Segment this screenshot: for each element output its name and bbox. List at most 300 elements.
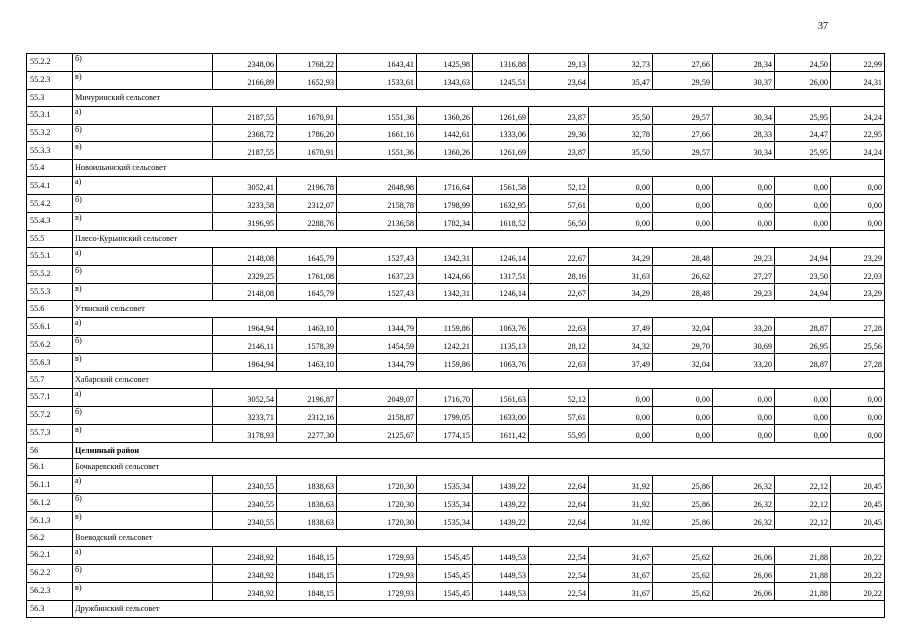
- value-cell: 1848,15: [277, 564, 337, 582]
- value-cell: 2196,78: [277, 177, 337, 195]
- value-cell: 3052,41: [213, 177, 277, 195]
- value-cell: 28,87: [775, 318, 831, 336]
- table-body: [27, 54, 885, 618]
- value-cell: 25,95: [775, 142, 831, 160]
- value-cell: 2288,76: [277, 213, 337, 231]
- value-cell: 27,28: [831, 318, 885, 336]
- value-cell: 1242,21: [417, 336, 473, 354]
- value-cell: 31,67: [589, 564, 653, 582]
- table-row: [27, 54, 885, 72]
- value-cell: 23,64: [529, 71, 589, 89]
- value-cell: 26,06: [713, 564, 775, 582]
- value-cell: 0,00: [653, 213, 713, 231]
- value-cell: 2148,08: [213, 283, 277, 301]
- value-cell: 29,57: [653, 142, 713, 160]
- value-cell: 20,22: [831, 582, 885, 600]
- row-code: 56.2.1: [27, 546, 73, 564]
- value-cell: 26,00: [775, 71, 831, 89]
- value-cell: 24,94: [775, 247, 831, 265]
- row-code: 56.3: [27, 600, 73, 617]
- group-row: [27, 89, 885, 106]
- value-cell: 31,67: [589, 582, 653, 600]
- value-cell: 0,00: [589, 213, 653, 231]
- value-cell: 22,95: [831, 124, 885, 142]
- value-cell: 1652,93: [277, 71, 337, 89]
- group-row: [27, 600, 885, 617]
- value-cell: 3233,58: [213, 195, 277, 213]
- value-cell: 1454,59: [337, 336, 417, 354]
- value-cell: 20,45: [831, 476, 885, 494]
- value-cell: 0,00: [589, 406, 653, 424]
- value-cell: 1261,69: [473, 142, 529, 160]
- table-row: [27, 388, 885, 406]
- value-cell: 0,00: [589, 388, 653, 406]
- table-row: [27, 283, 885, 301]
- value-cell: 1439,22: [473, 512, 529, 530]
- group-title: Утянский сельсовет: [73, 301, 885, 318]
- value-cell: 1964,94: [213, 354, 277, 372]
- value-cell: 37,49: [589, 354, 653, 372]
- value-cell: 1535,34: [417, 512, 473, 530]
- value-cell: 22,63: [529, 318, 589, 336]
- value-cell: 1342,31: [417, 283, 473, 301]
- value-cell: 3233,71: [213, 406, 277, 424]
- value-cell: 29,70: [653, 336, 713, 354]
- row-variant: в): [73, 142, 213, 160]
- value-cell: 2277,30: [277, 424, 337, 442]
- value-cell: 2340,55: [213, 512, 277, 530]
- row-variant: в): [73, 213, 213, 231]
- value-cell: 0,00: [775, 213, 831, 231]
- value-cell: 2348,92: [213, 582, 277, 600]
- value-cell: 0,00: [589, 177, 653, 195]
- value-cell: 1848,15: [277, 546, 337, 564]
- row-code: 55.3.2: [27, 124, 73, 142]
- value-cell: 31,63: [589, 265, 653, 283]
- page-number: 37: [818, 21, 828, 32]
- value-cell: 3178,93: [213, 424, 277, 442]
- value-cell: 24,31: [831, 71, 885, 89]
- value-cell: 0,00: [831, 213, 885, 231]
- value-cell: 2148,08: [213, 247, 277, 265]
- value-cell: 22,67: [529, 283, 589, 301]
- value-cell: 0,00: [775, 177, 831, 195]
- value-cell: 29,13: [529, 54, 589, 72]
- value-cell: 22,03: [831, 265, 885, 283]
- value-cell: 1246,14: [473, 283, 529, 301]
- row-variant: а): [73, 177, 213, 195]
- value-cell: 0,00: [653, 177, 713, 195]
- value-cell: 24,50: [775, 54, 831, 72]
- value-cell: 57,61: [529, 195, 589, 213]
- row-variant: в): [73, 354, 213, 372]
- value-cell: 3196,95: [213, 213, 277, 231]
- value-cell: 1449,53: [473, 564, 529, 582]
- value-cell: 1670,91: [277, 106, 337, 124]
- row-code: 55.7.1: [27, 388, 73, 406]
- group-title: Плесо-Курьинский сельсовет: [73, 230, 885, 247]
- value-cell: 23,29: [831, 247, 885, 265]
- value-cell: 25,86: [653, 512, 713, 530]
- value-cell: 1344,79: [337, 354, 417, 372]
- row-code: 55.4.1: [27, 177, 73, 195]
- table-row: [27, 265, 885, 283]
- value-cell: 1716,70: [417, 388, 473, 406]
- value-cell: 2049,07: [337, 388, 417, 406]
- value-cell: 34,29: [589, 283, 653, 301]
- value-cell: 0,00: [653, 388, 713, 406]
- value-cell: 22,64: [529, 476, 589, 494]
- value-cell: 26,32: [713, 476, 775, 494]
- value-cell: 25,86: [653, 494, 713, 512]
- table-row: [27, 142, 885, 160]
- value-cell: 56,50: [529, 213, 589, 231]
- value-cell: 0,00: [589, 195, 653, 213]
- value-cell: 1729,93: [337, 546, 417, 564]
- value-cell: 20,45: [831, 494, 885, 512]
- value-cell: 34,32: [589, 336, 653, 354]
- value-cell: 0,00: [713, 406, 775, 424]
- value-cell: 1439,22: [473, 494, 529, 512]
- value-cell: 21,88: [775, 564, 831, 582]
- value-cell: 1527,43: [337, 283, 417, 301]
- value-cell: 1545,45: [417, 546, 473, 564]
- value-cell: 37,49: [589, 318, 653, 336]
- value-cell: 1670,91: [277, 142, 337, 160]
- value-cell: 22,12: [775, 494, 831, 512]
- value-cell: 1632,95: [473, 195, 529, 213]
- group-title: Бочкаревский сельсовет: [73, 459, 885, 476]
- value-cell: 32,04: [653, 354, 713, 372]
- value-cell: 1561,63: [473, 388, 529, 406]
- value-cell: 20,22: [831, 546, 885, 564]
- value-cell: 20,45: [831, 512, 885, 530]
- value-cell: 31,92: [589, 476, 653, 494]
- table-row: [27, 406, 885, 424]
- row-code: 56.2: [27, 530, 73, 547]
- value-cell: 29,57: [653, 106, 713, 124]
- row-variant: в): [73, 283, 213, 301]
- table-row: [27, 476, 885, 494]
- table-row: [27, 494, 885, 512]
- group-title: Хабарский сельсовет: [73, 372, 885, 389]
- value-cell: 0,00: [831, 388, 885, 406]
- value-cell: 1964,94: [213, 318, 277, 336]
- value-cell: 22,99: [831, 54, 885, 72]
- table-row: [27, 354, 885, 372]
- value-cell: 2312,16: [277, 406, 337, 424]
- value-cell: 0,00: [713, 424, 775, 442]
- table-row: [27, 336, 885, 354]
- value-cell: 32,04: [653, 318, 713, 336]
- value-cell: 1439,22: [473, 476, 529, 494]
- value-cell: 2368,72: [213, 124, 277, 142]
- value-cell: 23,50: [775, 265, 831, 283]
- value-cell: 22,67: [529, 247, 589, 265]
- row-code: 55.4.2: [27, 195, 73, 213]
- value-cell: 1643,41: [337, 54, 417, 72]
- value-cell: 3052,54: [213, 388, 277, 406]
- row-code: 56.2.2: [27, 564, 73, 582]
- value-cell: 28,12: [529, 336, 589, 354]
- value-cell: 1578,39: [277, 336, 337, 354]
- value-cell: 0,00: [831, 424, 885, 442]
- value-cell: 1442,61: [417, 124, 473, 142]
- value-cell: 34,29: [589, 247, 653, 265]
- row-variant: б): [73, 564, 213, 582]
- value-cell: 0,00: [831, 406, 885, 424]
- group-row: [27, 301, 885, 318]
- value-cell: 1761,08: [277, 265, 337, 283]
- value-cell: 1342,31: [417, 247, 473, 265]
- row-code: 56.1.3: [27, 512, 73, 530]
- value-cell: 1533,61: [337, 71, 417, 89]
- value-cell: 30,34: [713, 142, 775, 160]
- value-cell: 21,88: [775, 582, 831, 600]
- value-cell: 0,00: [713, 177, 775, 195]
- row-code: 55.5.3: [27, 283, 73, 301]
- value-cell: 33,20: [713, 354, 775, 372]
- value-cell: 2187,55: [213, 142, 277, 160]
- value-cell: 2136,58: [337, 213, 417, 231]
- value-cell: 28,33: [713, 124, 775, 142]
- group-title: Мичуринский сельсовет: [73, 89, 885, 106]
- row-variant: б): [73, 265, 213, 283]
- value-cell: 29,23: [713, 283, 775, 301]
- row-code: 55.7: [27, 372, 73, 389]
- value-cell: 25,62: [653, 546, 713, 564]
- value-cell: 1729,93: [337, 582, 417, 600]
- value-cell: 25,62: [653, 582, 713, 600]
- value-cell: 28,48: [653, 283, 713, 301]
- value-cell: 26,95: [775, 336, 831, 354]
- value-cell: 1716,64: [417, 177, 473, 195]
- group-row: [27, 372, 885, 389]
- value-cell: 2146,11: [213, 336, 277, 354]
- value-cell: 0,00: [775, 388, 831, 406]
- value-cell: 25,95: [775, 106, 831, 124]
- table-row: [27, 582, 885, 600]
- value-cell: 0,00: [713, 195, 775, 213]
- value-cell: 20,22: [831, 564, 885, 582]
- value-cell: 1135,13: [473, 336, 529, 354]
- table-row: [27, 318, 885, 336]
- value-cell: 1449,53: [473, 582, 529, 600]
- value-cell: 2348,92: [213, 546, 277, 564]
- value-cell: 2125,67: [337, 424, 417, 442]
- value-cell: 1527,43: [337, 247, 417, 265]
- value-cell: 1720,30: [337, 494, 417, 512]
- row-variant: а): [73, 106, 213, 124]
- value-cell: 1360,26: [417, 106, 473, 124]
- group-title: Дружбинский сельсовет: [73, 600, 885, 617]
- value-cell: 1344,79: [337, 318, 417, 336]
- value-cell: 1838,63: [277, 476, 337, 494]
- group-row: [27, 230, 885, 247]
- value-cell: 29,36: [529, 124, 589, 142]
- value-cell: 23,29: [831, 283, 885, 301]
- value-cell: 1729,93: [337, 564, 417, 582]
- value-cell: 1645,79: [277, 247, 337, 265]
- value-cell: 2166,89: [213, 71, 277, 89]
- row-code: 55.6.3: [27, 354, 73, 372]
- value-cell: 26,32: [713, 494, 775, 512]
- value-cell: 2158,78: [337, 195, 417, 213]
- value-cell: 1063,76: [473, 318, 529, 336]
- row-code: 56: [27, 442, 73, 459]
- value-cell: 52,12: [529, 177, 589, 195]
- table-row: [27, 424, 885, 442]
- value-cell: 26,32: [713, 512, 775, 530]
- value-cell: 2048,98: [337, 177, 417, 195]
- value-cell: 1774,15: [417, 424, 473, 442]
- value-cell: 29,59: [653, 71, 713, 89]
- value-cell: 1798,99: [417, 195, 473, 213]
- value-cell: 52,12: [529, 388, 589, 406]
- value-cell: 1463,10: [277, 318, 337, 336]
- value-cell: 1637,23: [337, 265, 417, 283]
- value-cell: 31,67: [589, 546, 653, 564]
- group-row: [27, 530, 885, 547]
- value-cell: 1343,63: [417, 71, 473, 89]
- value-cell: 28,48: [653, 247, 713, 265]
- value-cell: 1317,51: [473, 265, 529, 283]
- row-code: 55.7.3: [27, 424, 73, 442]
- value-cell: 26,62: [653, 265, 713, 283]
- value-cell: 1463,10: [277, 354, 337, 372]
- group-row: [27, 459, 885, 476]
- value-cell: 55,95: [529, 424, 589, 442]
- table-row: [27, 546, 885, 564]
- row-variant: в): [73, 582, 213, 600]
- value-cell: 22,54: [529, 546, 589, 564]
- value-cell: 1535,34: [417, 494, 473, 512]
- value-cell: 0,00: [653, 195, 713, 213]
- row-code: 55.3.1: [27, 106, 73, 124]
- value-cell: 0,00: [831, 195, 885, 213]
- row-code: 55.3.3: [27, 142, 73, 160]
- value-cell: 35,47: [589, 71, 653, 89]
- value-cell: 1425,98: [417, 54, 473, 72]
- value-cell: 1333,06: [473, 124, 529, 142]
- row-code: 55.6.1: [27, 318, 73, 336]
- value-cell: 1645,79: [277, 283, 337, 301]
- value-cell: 2340,55: [213, 476, 277, 494]
- value-cell: 2348,06: [213, 54, 277, 72]
- value-cell: 1159,86: [417, 318, 473, 336]
- value-cell: 1611,42: [473, 424, 529, 442]
- value-cell: 2158,87: [337, 406, 417, 424]
- table-row: [27, 564, 885, 582]
- value-cell: 28,87: [775, 354, 831, 372]
- value-cell: 0,00: [589, 424, 653, 442]
- value-cell: 2340,55: [213, 494, 277, 512]
- value-cell: 0,00: [831, 177, 885, 195]
- value-cell: 31,92: [589, 494, 653, 512]
- value-cell: 25,62: [653, 564, 713, 582]
- value-cell: 22,54: [529, 564, 589, 582]
- row-variant: б): [73, 195, 213, 213]
- value-cell: 1535,34: [417, 476, 473, 494]
- value-cell: 0,00: [775, 424, 831, 442]
- value-cell: 1551,36: [337, 142, 417, 160]
- row-code: 55.5.2: [27, 265, 73, 283]
- value-cell: 1245,51: [473, 71, 529, 89]
- value-cell: 32,73: [589, 54, 653, 72]
- row-code: 55.5: [27, 230, 73, 247]
- value-cell: 22,63: [529, 354, 589, 372]
- row-code: 55.6: [27, 301, 73, 318]
- value-cell: 1261,69: [473, 106, 529, 124]
- value-cell: 22,12: [775, 512, 831, 530]
- value-cell: 1799,05: [417, 406, 473, 424]
- row-variant: б): [73, 336, 213, 354]
- value-cell: 28,34: [713, 54, 775, 72]
- row-variant: а): [73, 546, 213, 564]
- value-cell: 2329,25: [213, 265, 277, 283]
- table-row: [27, 106, 885, 124]
- value-cell: 30,37: [713, 71, 775, 89]
- row-variant: в): [73, 71, 213, 89]
- value-cell: 0,00: [653, 406, 713, 424]
- row-variant: б): [73, 494, 213, 512]
- value-cell: 26,06: [713, 582, 775, 600]
- value-cell: 1661,16: [337, 124, 417, 142]
- row-code: 55.7.2: [27, 406, 73, 424]
- row-code: 55.2.3: [27, 71, 73, 89]
- value-cell: 1768,22: [277, 54, 337, 72]
- row-variant: в): [73, 424, 213, 442]
- value-cell: 0,00: [713, 388, 775, 406]
- row-code: 56.1.2: [27, 494, 73, 512]
- value-cell: 1449,53: [473, 546, 529, 564]
- row-variant: б): [73, 54, 213, 72]
- value-cell: 23,87: [529, 142, 589, 160]
- value-cell: 1545,45: [417, 564, 473, 582]
- value-cell: 24,94: [775, 283, 831, 301]
- value-cell: 2348,92: [213, 564, 277, 582]
- value-cell: 22,54: [529, 582, 589, 600]
- value-cell: 32,78: [589, 124, 653, 142]
- value-cell: 35,50: [589, 106, 653, 124]
- table-row: [27, 195, 885, 213]
- value-cell: 22,64: [529, 494, 589, 512]
- value-cell: 31,92: [589, 512, 653, 530]
- row-variant: а): [73, 476, 213, 494]
- value-cell: 57,61: [529, 406, 589, 424]
- value-cell: 1720,30: [337, 512, 417, 530]
- value-cell: 1720,30: [337, 476, 417, 494]
- table-row: [27, 247, 885, 265]
- value-cell: 1786,20: [277, 124, 337, 142]
- value-cell: 1246,14: [473, 247, 529, 265]
- row-variant: а): [73, 388, 213, 406]
- value-cell: 0,00: [775, 195, 831, 213]
- value-cell: 1782,34: [417, 213, 473, 231]
- value-cell: 1561,58: [473, 177, 529, 195]
- value-cell: 1551,36: [337, 106, 417, 124]
- value-cell: 1838,63: [277, 494, 337, 512]
- value-cell: 0,00: [653, 424, 713, 442]
- row-code: 55.2.2: [27, 54, 73, 72]
- value-cell: 27,66: [653, 124, 713, 142]
- value-cell: 21,88: [775, 546, 831, 564]
- value-cell: 35,50: [589, 142, 653, 160]
- value-cell: 0,00: [713, 213, 775, 231]
- value-cell: 24,24: [831, 142, 885, 160]
- row-code: 55.5.1: [27, 247, 73, 265]
- table-row: [27, 124, 885, 142]
